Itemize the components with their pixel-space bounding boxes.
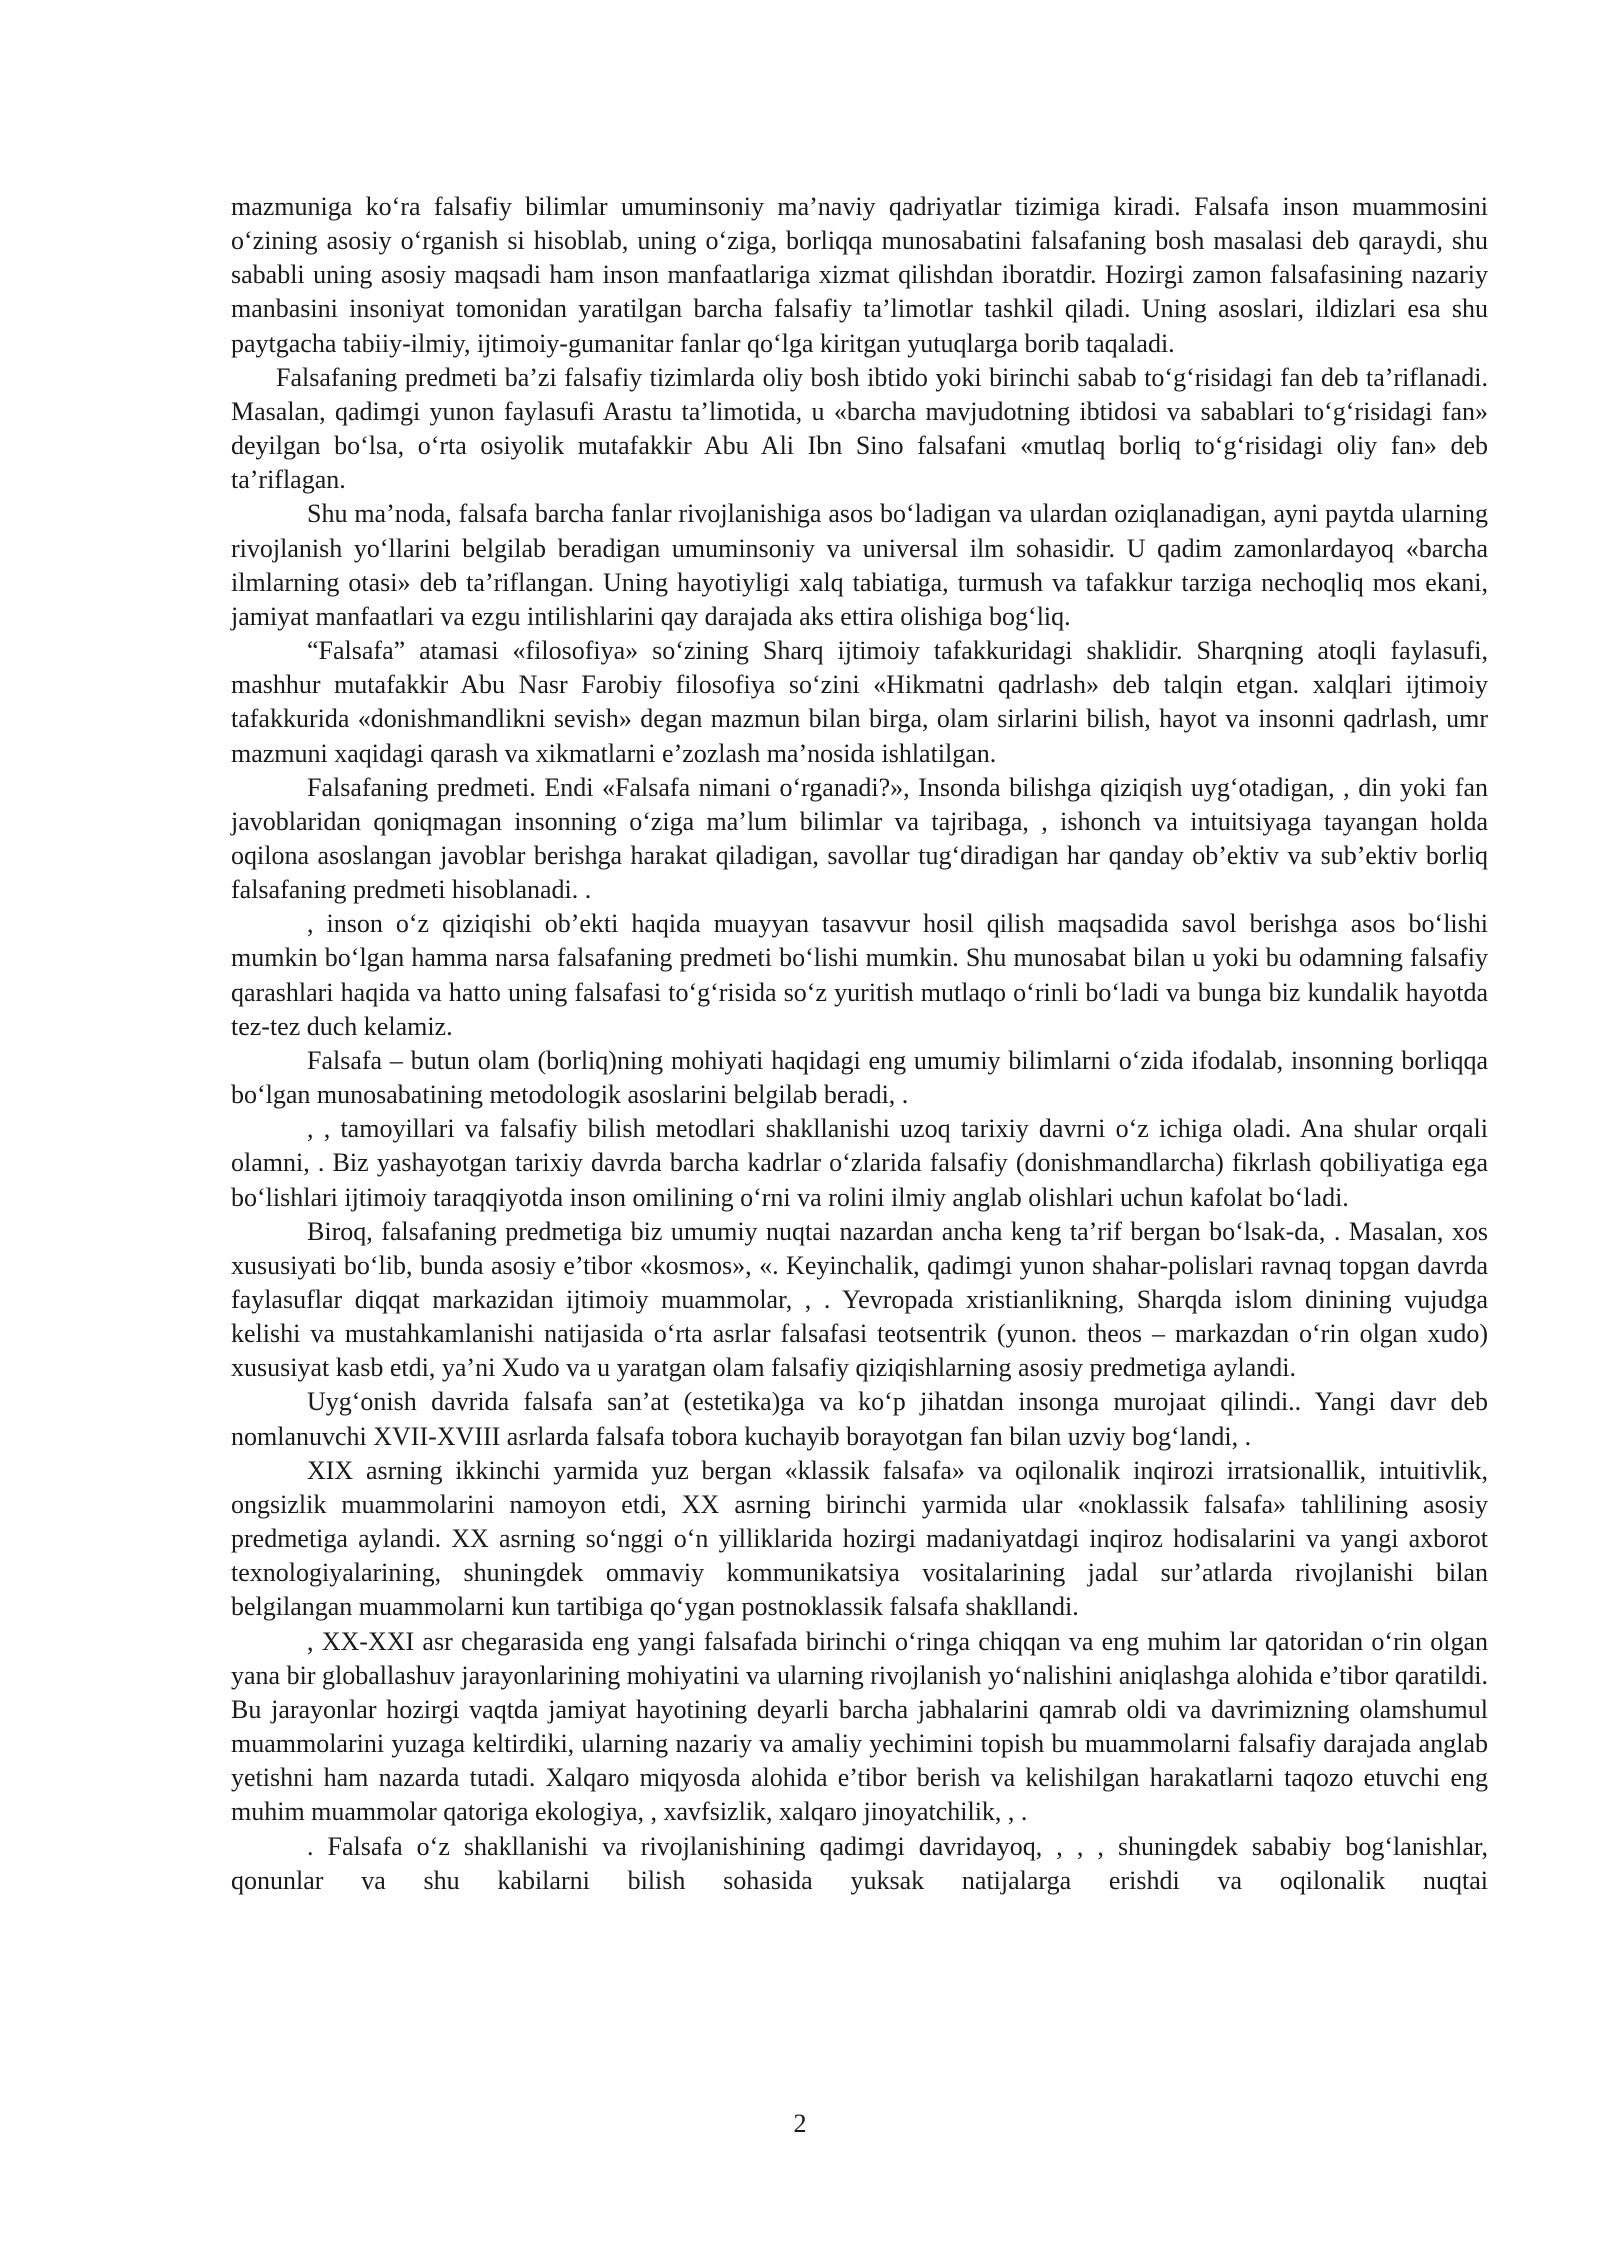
paragraph-1: mazmuniga ko‘ra falsafiy bilimlar umuminsoniy ma’naviy qadriyatlar tizimiga kiradi. Falsafa inson muammosini o‘zining asosiy o‘rganish si hisoblab, uning o‘ziga, borliqqa munosabatini falsafaning bosh masalasi deb qaraydi, shu sababli uning asosiy maqsadi ham inson manfaatlariga xizmat qilishdan iboratdir. Hozirgi zamon falsafasining nazariy manbasini insoniyat tomonidan yaratilgan barcha falsafiy ta’limotlar tashkil qiladi. Uning asoslari, ildizlari esa shu paytgacha tabiiy-ilmiy, ijtimoiy-gumanitar fanlar qo‘lga kiritgan yutuqlarga borib taqaladi. — [231, 192, 1488, 358]
body-text — [231, 190, 1488, 1898]
paragraph-6: , inson o‘z qiziqishi ob’ekti haqida muayyan tasavvur hosil qilish maqsadida savol berishga asos bo‘lishi mumkin bo‘lgan hamma narsa falsafaning predmeti bo‘lishi mumkin. Shu munosabat bilan u yoki bu odamning falsafiy qarashlari haqida va hatto uning falsafasi to‘g‘risida so‘z yuritish mutlaqo o‘rinli bo‘ladi va bunga biz kundalik hayotda tez-tez duch kelamiz. — [231, 909, 1488, 1041]
paragraph-7: Falsafa – butun olam (borliq)ning mohiyati haqidagi eng umumiy bilimlarni o‘zida ifodalab, insonning borliqqa bo‘lgan munosabatining metodologik asoslarini belgilab beradi, . — [231, 1045, 1488, 1110]
paragraph-4: “Falsafa” atamasi «filosofiya» so‘zining Sharq ijtimoiy tafakkuridagi shaklidir. Sharqning atoqli faylasufi, mashhur mutafakkir Abu Nasr Farobiy filosofiya so‘zini «Hikmatni qadrlash» deb talqin etgan. xalqlari ijtimoiy tafakkurida «donishmandlikni sevish» degan mazmun bilan birga, olam sirlarini bilish, hayot va insonni qadrlash, umr mazmuni xaqidagi qarash va xikmatlarni e’zozlash ma’nosida ishlatilgan. — [231, 636, 1488, 768]
paragraph-12: , XX-XXI asr chegarasida eng yangi falsafada birinchi o‘ringa chiqqan va eng muhim lar qatoridan o‘rin olgan yana bir globallashuv jarayonlarining mohiyatini va ularning rivojlanish yo‘nalishini aniqlashga alohida e’tibor qaratildi. Bu jarayonlar hozirgi vaqtda jamiyat hayotining deyarli barcha jabhalarini qamrab oldi va davrimizning olamshumul muammolarini yuzaga keltirdiki, ularning nazariy va amaliy yechimini topish bu muammolarni falsafiy darajada anglab yetishni ham nazarda tutadi. Xalqaro miqyosda alohida e’tibor berish va kelishilgan harakatlarni taqozo etuvchi eng muhim muammolar qatoriga ekologiya, , xavfsizlik, xalqaro jinoyatchilik, , . — [231, 1626, 1488, 1827]
paragraph-11: XIX asrning ikkinchi yarmida yuz bergan «klassik falsafa» va oqilonalik inqirozi irratsionallik, intuitivlik, ongsizlik muammolarini namoyon etdi, XX asrning birinchi yarmida ular «noklassik falsafa» tahlilining asosiy predmetiga aylandi. XX asrning so‘nggi o‘n yilliklarida hozirgi madaniyatdagi inqiroz hodisalarini va yangi axborot texnologiyalarining, shuningdek ommaviy kommunikatsiya vositalarining jadal sur’atlarda rivojlanishi bilan belgilangan muammolarni kun tartibiga qo‘ygan postnoklassik falsafa shakllandi. — [231, 1455, 1488, 1622]
paragraph-9: Biroq, falsafaning predmetiga biz umumiy nuqtai nazardan ancha keng ta’rif bergan bo‘lsak-da, . Masalan, xos xususiyati bo‘lib, bunda asosiy e’tibor «kosmos», «. Keyinchalik, qadimgi yunon shahar-polislari ravnaq topgan davrda faylasuflar diqqat markazidan ijtimoiy muammolar, , . Yevropada xristianlikning, Sharqda islom dinining vujudga kelishi va mustahkamlanishi natijasida o‘rta asrlar falsafasi teotsentrik (yunon. theos – markazdan o‘rin olgan xudo) xususiyat kasb etdi, ya’ni Xudo va u yaratgan olam falsafiy qiziqishlarning asosiy predmetiga aylandi. — [231, 1216, 1488, 1383]
paragraph-13: . Falsafa o‘z shakllanishi va rivojlanishining qadimgi davridayoq, , , , shuningdek sababiy bog‘lanishlar, qonunlar va shu kabilarni bilish sohasida yuksak natijalarga erishdi va oqilonalik nuqtai — [231, 1831, 1488, 1895]
paragraph-2: Falsafaning predmeti ba’zi falsafiy tizimlarda oliy bosh ibtido yoki birinchi sabab to‘g‘risidagi fan deb ta’riflanadi. Masalan, qadimgi yunon faylasufi Arastu ta’limotida, u «barcha mavjudotning ibtidosi va sabablari to‘g‘risidagi fan» deyilgan bo‘lsa, o‘rta osiyolik mutafakkir Abu Ali Ibn Sino falsafani «mutlaq borliq to‘g‘risidagi oliy fan» deb ta’riflagan. — [231, 362, 1488, 495]
paragraph-10: Uyg‘onish davrida falsafa san’at (estetika)ga va ko‘p jihatdan insonga murojaat qilindi.. Yangi davr deb nomlanuvchi XVII-XVIII asrlarda falsafa tobora kuchayib borayotgan fan bilan uzviy bog‘landi, . — [231, 1387, 1488, 1451]
paragraph-8: , , tamoyillari va falsafiy bilish metodlari shakllanishi uzoq tarixiy davrni o‘z ichiga oladi. Ana shular orqali olamni, . Biz yashayotgan tarixiy davrda barcha kadrlar o‘zlarida falsafiy (donishmandlarcha) fikrlash qobiliyatiga ega bo‘lishlari ijtimoiy taraqqiyotda inson omilining o‘rni va rolini ilmiy anglab olishlari uchun kafolat bo‘ladi. — [231, 1114, 1488, 1212]
page-number: 2 — [793, 2109, 807, 2138]
paragraph-3: Shu ma’noda, falsafa barcha fanlar rivojlanishiga asos bo‘ladigan va ulardan oziqlanadigan, ayni paytda ularning rivojlanish yo‘llarini belgilab beradigan umuminsoniy va universal ilm sohasidir. U qadim zamonlardayoq «barcha ilmlarning otasi» deb ta’riflangan. Uning hayotiyligi xalq tabiatiga, turmush va tafakkur tarziga nechoqliq mos ekani, jamiyat manfaatlari va ezgu intilishlarini qay darajada aks ettira olishiga bog‘liq. — [231, 499, 1488, 631]
paragraph-5: Falsafaning predmeti. Endi «Falsafa nimani o‘rganadi?», Insonda bilishga qiziqish uyg‘otadigan, , din yoki fan javoblaridan qoniqmagan insonning o‘ziga ma’lum bilimlar va tajribaga, , ishonch va intuitsiyaga tayangan holda oqilona asoslangan javoblar berishga harakat qiladigan, savollar tug‘diradigan har qanday ob’ektiv va sub’ektiv borliq falsafaning predmeti hisoblanadi. . — [231, 772, 1488, 905]
